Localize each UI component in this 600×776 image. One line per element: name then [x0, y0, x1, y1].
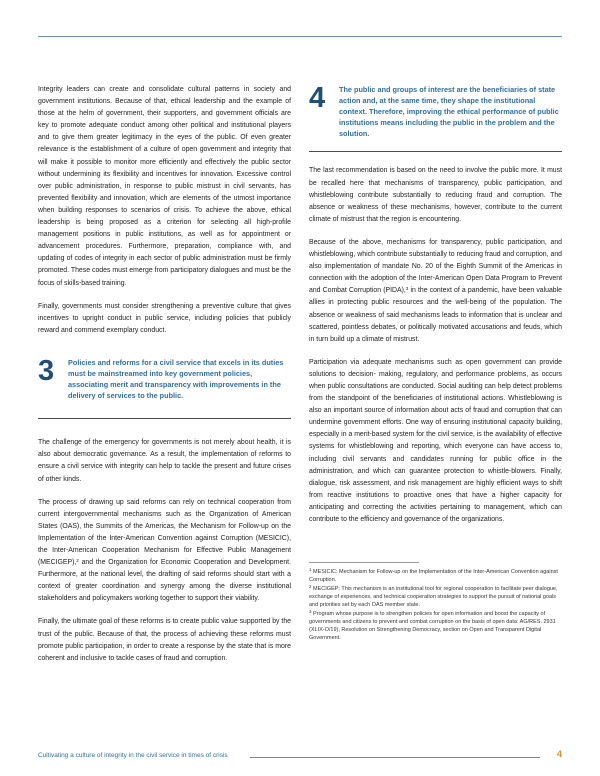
footnote-2 — [309, 585, 562, 610]
footnote-2-text: MECIGEP: This mechanism is an institutional tool for regional cooperation to facilitate peer dialogue, exchange of experiences, and technical cooperation strategies to support the pursuit of national goals and priorities set by each OAS member state. — [309, 585, 558, 609]
left-column — [38, 84, 291, 665]
right-paragraph-2-text-cont: in the context of a pandemic, have been valuable allies in protecting public resources and the well-being of the population. The absence or weakness of said mechanisms leads to information that is unclear and scattered, pointless debates, or politically motivated accusations and feuds, which in turn build up a climate of mistrust. — [309, 287, 562, 343]
callout-4-text: The public and groups of interest are the beneficiaries of state action and, at the same time, they shape the institutional context. Therefore, improving the ethical performance of public institutions means including the public in the problem and the solution. — [339, 85, 559, 139]
right-paragraph-1: The last recommendation is based on the need to involve the public more. It must be recalled here that mechanisms of transparency, public participation, and whistleblowing contribute substantially to reducing fraud and corruption. The absence or weakness of these mechanisms, however, contribute to the current climate of mistrust that the region is encountering. — [309, 167, 562, 223]
top-rule — [38, 36, 562, 37]
callout-3 — [38, 354, 291, 419]
footnote-3-text: Program whose purpose is to strengthen policies for open information and boost the capacity of governments and citizens to prevent and combat corruption on the basis of open data: AG/RES. 2931 (XLIX-O/19), Resolution on Strengthening Democracy, section on Open and Transparent Digital Government. — [309, 610, 556, 642]
callout-4-number: 4 — [309, 82, 326, 114]
footnote-2-number: 2 — [309, 583, 312, 589]
right-paragraph-2 — [309, 237, 562, 346]
footer-rule — [250, 757, 540, 758]
footnotes-rule — [309, 562, 419, 563]
left-paragraph-3: The challenge of the emergency for governments is not merely about health, it is also about democratic governance. As a result, the implementation of reforms to ensure a civil service with integrity can help to tackle the present and future crises of other kinds. — [38, 439, 291, 483]
right-column — [309, 84, 562, 643]
callout-4 — [309, 84, 562, 152]
footnotes — [309, 562, 562, 643]
left-paragraph-4-text: The process of drawing up said reforms can rely on technical cooperation from current intergovernmental mechanisms such as the Organization of American States (OAS), the Summits of the Americas, the Mechanism for Follow-up on the Implementation of the Inter-American Convention against Corruption (MESICIC), the Inter-American Cooperation Mechanism for Effective Public Management (MECIGEP), — [38, 498, 291, 567]
left-paragraph-5: Finally, the ultimate goal of these reforms is to create public value supported by the trust of the public. Because of that, the process of achieving these reforms must promote public participation, in order to create a response by the state that is more coherent and inclusive to tackle cases of fraud and corruption. — [38, 618, 291, 662]
footnote-ref-3: 3 — [405, 286, 409, 292]
footer-title: Cultivating a culture of integrity in the civil service in times of crisis — [38, 752, 228, 759]
footnote-1-text: MESICIC: Mechanism for Follow-up on the Implementation of the Inter-American Convention against Corruption. — [309, 569, 558, 584]
right-paragraph-3: Participation via adequate mechanisms such as open government can provide solutions to decision- making, regulatory, and performance problems, as occurs when public consultations are conducted. Social auditing can help detect problems from the standpoint of the beneficiaries of institutional actions. Whistleblowing is also an important source of information about acts of fraud and corruption that can undermine government efforts. One way of ensuring institutional capacity building, especially in a merit-based system for the civil service, is the availability of effective systems for whistleblowing and reporting, which everyone can have access to, including civil servants and candidates running for public office in the administration, and which can guarantee protection to whistle-blowers. Finally, dialogue, risk assessment, and risk management are highly efficient ways to shift from reactive institutions to proactive ones that have a higher capacity for anticipating and correcting the activities pertaining to management, which can contribute to the efficiency and governance of the organizations. — [309, 358, 563, 523]
footnote-3 — [309, 610, 562, 643]
callout-3-text: Policies and reforms for a civil service that excels in its duties must be mainstreamed into key government policies, associating merit and transparency with improvements in the delivery of services to the public. — [68, 357, 284, 401]
footnote-ref-2: 2 — [76, 558, 79, 564]
footnote-3-number: 3 — [309, 608, 312, 614]
left-paragraph-4 — [38, 497, 291, 606]
footnote-1-number: 1 — [309, 567, 312, 573]
left-paragraph-2: Finally, governments must consider strengthening a preventive culture that gives incentives to upright conduct in public service, including policies that publicly reward and commend exemplary conduct. — [38, 302, 291, 334]
footnote-1 — [309, 568, 562, 585]
callout-3-number: 3 — [38, 354, 55, 387]
left-paragraph-1: Integrity leaders can create and consolidate cultural patterns in society and government institutions. Because of that, ethical leadership and the example of those at the helm of government, their supporters, and government officials are key to promote adequate conduct among other political and institutional players and to give them greater legitimacy in the eyes of the public. Of even greater relevance is the establishment of a culture of open government and integrity that will make it possible to monitor more efficiently and effectively the public sector without undermining its flexibility and incentives for innovation. Excessive control over public administration, in response to public mistrust in civil servants, has prevented flexibility and innovation, which are elements of the utmost importance when building responses to scenarios of crisis. To achieve the above, ethical leadership is being proposed as a criterion for selecting all high-profile management positions in public institutions, as well as for appointment or advancement procedures. Furthermore, preparation, compliance with, and updating of codes of integrity in each sector of public administration must be firmly promoted. These codes must emerge from participatory dialogues and must be the focus of skills-based training. — [38, 86, 291, 287]
left-paragraph-4-text-cont: and the Organization for Economic Cooperation and Development. Furthermore, at the national level, the drafting of said reforms should start with a context of greater coordination and synergy among the diverse institutional stakeholders and policymakers working together to support their viability. — [38, 559, 291, 603]
right-paragraph-2-text: Because of the above, mechanisms for transparency, public participation, and whistleblowing, which contribute substantially to reducing fraud and corruption, and also implementation of mandate No. 20 of the Eighth Summit of the Americas in connection with the adoption of the Inter-American Open Data Program to Prevent and Combat Corruption (PIDA), — [309, 238, 562, 295]
page-number: 4 — [556, 749, 562, 759]
page-footer — [38, 750, 562, 764]
